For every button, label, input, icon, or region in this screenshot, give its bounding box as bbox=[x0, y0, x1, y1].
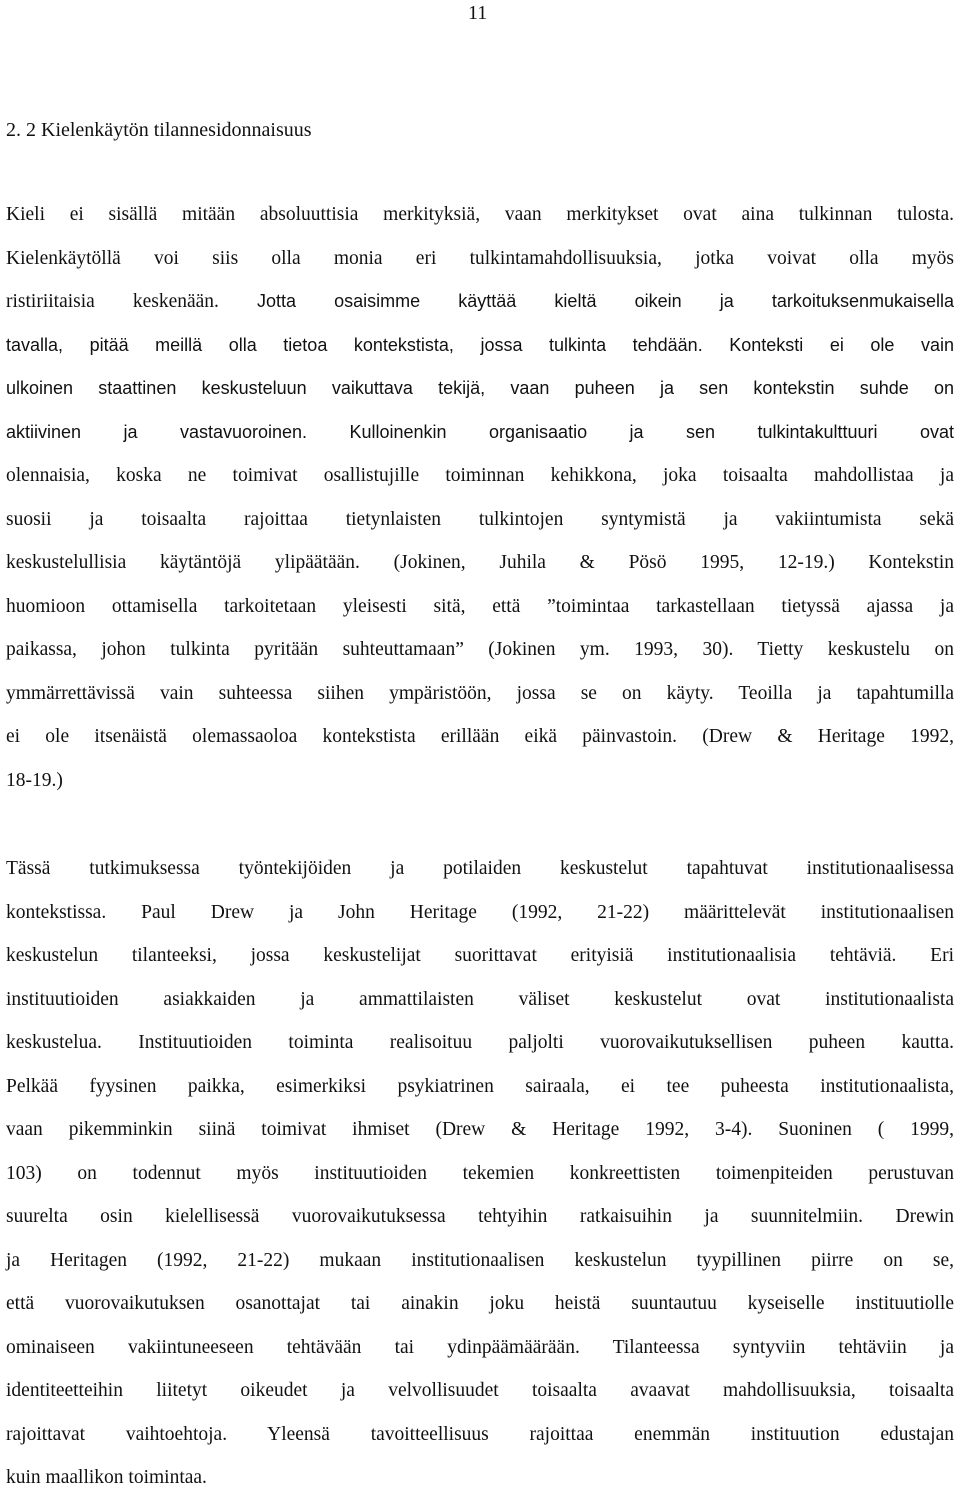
paragraph-2 bbox=[6, 847, 954, 1500]
text-line: suurelta osin kielellisessä vuorovaikutuksessa tehtyihin ratkaisuihin ja suunnitelmiin. Drewin bbox=[6, 1206, 954, 1227]
text-line: kontekstissa. Paul Drew ja John Heritage (1992, 21-22) määrittelevät institutionaalisen bbox=[6, 901, 954, 923]
text-line: identiteetteihin liitetyt oikeudet ja velvollisuudet toisaalta avaavat mahdollisuuksia, toisaalta bbox=[6, 1380, 954, 1401]
text-line: kuin maallikon toimintaa. bbox=[6, 1467, 207, 1488]
section-heading: 2. 2 Kielenkäytön tilannesidonnaisuus bbox=[6, 119, 312, 141]
page-number: 11 bbox=[468, 2, 488, 24]
text-line: että vuorovaikutuksen osanottajat tai ainakin joku heistä suuntautuu kyseiselle instituutiolle bbox=[6, 1293, 954, 1314]
text-line: huomioon ottamisella tarkoitetaan yleisesti sitä, että ”toimintaa tarkastellaan tietyssä ajassa ja bbox=[6, 595, 954, 617]
text-line: paikassa, johon tulkinta pyritään suhteuttamaan” (Jokinen ym. 1993, 30). Tietty keskustelu on bbox=[6, 639, 954, 660]
text-line: Kielenkäytöllä voi siis olla monia eri tulkintamahdollisuuksia, jotka voivat olla myös bbox=[6, 247, 954, 269]
text-line: suosii ja toisaalta rajoittaa tietynlaisten tulkintojen syntymistä ja vakiintumista sekä bbox=[6, 508, 954, 530]
text-line: Tässä tutkimuksessa työntekijöiden ja potilaiden keskustelut tapahtuvat institutionaalisessa bbox=[6, 858, 954, 879]
text-line: ulkoinen staattinen keskusteluun vaikuttava tekijä, vaan puheen ja sen kontekstin suhde on bbox=[6, 378, 954, 398]
text-line: keskustelun tilanteeksi, jossa keskustelijat suorittavat erityisiä institutionaalisia tehtäviä. Eri bbox=[6, 945, 954, 966]
text-line: instituutioiden asiakkaiden ja ammattilaisten väliset keskustelut ovat institutionaalista bbox=[6, 988, 954, 1010]
text-line: ymmärrettävissä vain suhteessa siihen ympäristöön, jossa se on käyty. Teoilla ja tapahtumilla bbox=[6, 682, 954, 704]
text-line: 18-19.) bbox=[6, 769, 63, 791]
text-line: tavalla, pitää meillä olla tietoa kontekstista, jossa tulkinta tehdään. Konteksti ei ole vain bbox=[6, 334, 954, 355]
text-line: keskustelullisia käytäntöjä ylipäätään. (Jokinen, Juhila & Pösö 1995, 12-19.) Kontekstin bbox=[6, 552, 954, 573]
text-line: ei ole itsenäistä olemassaoloa kontekstista erillään eikä päinvastoin. (Drew & Heritage 1992, bbox=[6, 726, 954, 747]
text-line: olennaisia, koska ne toimivat osallistujille toiminnan kehikkona, joka toisaalta mahdollistaa ja bbox=[6, 465, 954, 486]
text-line: rajoittavat vaihtoehtoja. Yleensä tavoitteellisuus rajoittaa enemmän instituution edustajan bbox=[6, 1423, 954, 1445]
text-line: keskustelua. Instituutioiden toiminta realisoituu paljolti vuorovaikutuksellisen puheen kautta. bbox=[6, 1032, 954, 1053]
paragraph-1 bbox=[6, 193, 954, 802]
text-line: ominaiseen vakiintuneeseen tehtävään tai ydinpäämäärään. Tilanteessa syntyviin tehtäviin ja bbox=[6, 1336, 954, 1358]
text-line: aktiivinen ja vastavuoroinen. Kulloinenkin organisaatio ja sen tulkintakulttuuri ovat bbox=[6, 421, 954, 442]
text-line: Pelkää fyysinen paikka, esimerkiksi psykiatrinen sairaala, ei tee puheesta institutionaalista, bbox=[6, 1075, 954, 1097]
text-line: ristiriitaisia keskenään. Jotta osaisimme käyttää kieltä oikein ja tarkoituksenmukaisella bbox=[6, 291, 954, 312]
text-line: ja Heritagen (1992, 21-22) mukaan institutionaalisen keskustelun tyypillinen piirre on se, bbox=[6, 1249, 954, 1271]
text-line: Kieli ei sisällä mitään absoluuttisia merkityksiä, vaan merkitykset ovat aina tulkinnan tulosta. bbox=[6, 204, 954, 225]
text-line: vaan pikemminkin siinä toimivat ihmiset (Drew & Heritage 1992, 3-4). Suoninen ( 1999, bbox=[6, 1119, 954, 1140]
text-line: 103) on todennut myös instituutioiden tekemien konkreettisten toimenpiteiden perustuvan bbox=[6, 1162, 954, 1184]
